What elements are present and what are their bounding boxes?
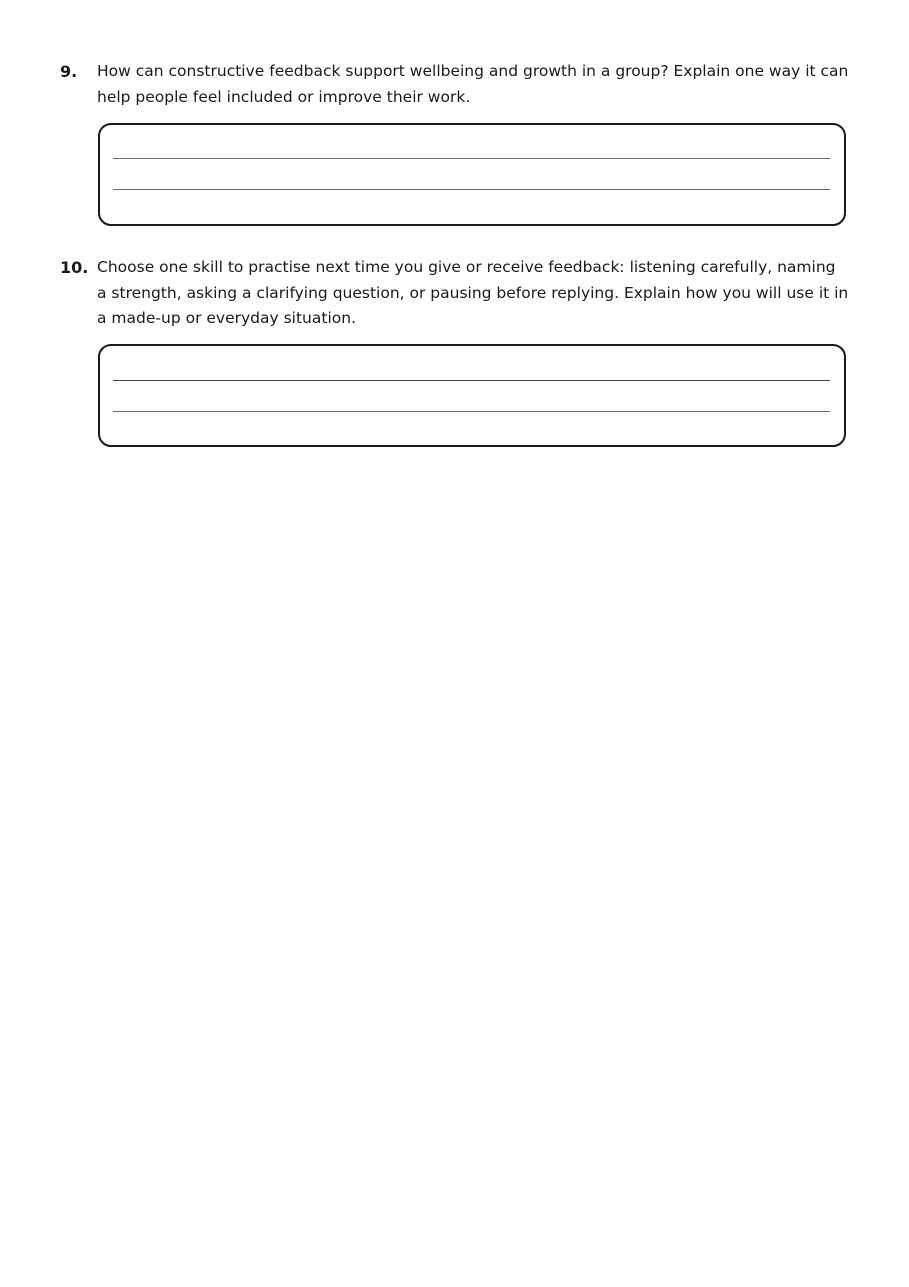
question-9 <box>60 59 850 231</box>
question-text: How can constructive feedback support wellbeing and growth in a group? Explain one way it can help people feel included or improve their work. <box>97 62 849 106</box>
answer-line[interactable] <box>113 380 830 381</box>
question-text: Choose one skill to practise next time you give or receive feedback: listening carefully, naming a strength, asking a clarifying question, or pausing before replying. Explain how you will use it in a made-up or everyday situation. <box>97 258 849 327</box>
answer-line[interactable] <box>113 158 830 159</box>
question-number: 10. <box>60 258 89 277</box>
answer-box[interactable] <box>98 123 846 226</box>
answer-line[interactable] <box>113 411 830 412</box>
answer-line[interactable] <box>113 189 830 190</box>
question-10 <box>60 255 850 453</box>
answer-box[interactable] <box>98 344 846 447</box>
question-number: 9. <box>60 62 78 81</box>
